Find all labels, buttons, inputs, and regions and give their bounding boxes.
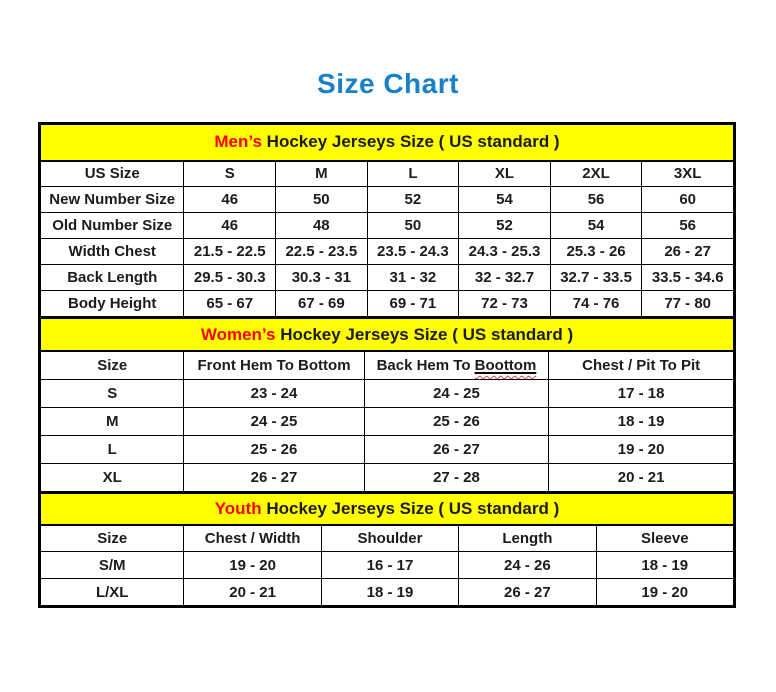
column-header: XL bbox=[459, 161, 551, 187]
row-label: Old Number Size bbox=[41, 213, 184, 239]
womens-banner-text: Hockey Jerseys Size ( US standard ) bbox=[280, 324, 574, 344]
column-header: Size bbox=[41, 525, 184, 552]
table-row bbox=[41, 435, 734, 463]
size-value-cell: 26 - 27 bbox=[642, 239, 734, 265]
table-row bbox=[41, 463, 734, 491]
size-value-cell: 56 bbox=[550, 187, 642, 213]
youth-banner bbox=[41, 493, 734, 525]
size-value-cell: 46 bbox=[184, 187, 276, 213]
row-label: L bbox=[41, 435, 184, 463]
size-value-cell: 60 bbox=[642, 187, 734, 213]
womens-banner-highlight: Women’s bbox=[200, 324, 276, 344]
size-value-cell: 20 - 21 bbox=[184, 579, 321, 606]
size-value-cell: 56 bbox=[642, 213, 734, 239]
size-value-cell: 19 - 20 bbox=[549, 435, 734, 463]
youth-banner-row bbox=[41, 493, 734, 525]
womens-header-row bbox=[41, 351, 734, 379]
size-value-cell: 25 - 26 bbox=[364, 407, 549, 435]
row-label: S/M bbox=[41, 552, 184, 579]
size-value-cell: 54 bbox=[550, 213, 642, 239]
spellcheck-squiggle bbox=[475, 357, 537, 374]
size-value-cell: 19 - 20 bbox=[596, 579, 733, 606]
mens-banner-highlight: Men’s bbox=[214, 132, 262, 152]
mens-banner-row bbox=[41, 125, 734, 161]
size-value-cell: 52 bbox=[459, 213, 551, 239]
column-header: 3XL bbox=[642, 161, 734, 187]
mens-header-row bbox=[41, 161, 734, 187]
column-header: Chest / Width bbox=[184, 525, 321, 552]
size-value-cell: 77 - 80 bbox=[642, 291, 734, 317]
size-value-cell: 26 - 27 bbox=[364, 435, 549, 463]
column-header: L bbox=[367, 161, 459, 187]
table-row bbox=[41, 213, 734, 239]
youth-banner-highlight: Youth bbox=[214, 498, 262, 518]
womens-size-table bbox=[40, 317, 734, 492]
womens-banner-row bbox=[41, 318, 734, 351]
size-value-cell: 23 - 24 bbox=[184, 379, 364, 407]
size-value-cell: 24.3 - 25.3 bbox=[459, 239, 551, 265]
column-header: Chest / Pit To Pit bbox=[549, 351, 734, 379]
size-value-cell: 54 bbox=[459, 187, 551, 213]
table-row bbox=[41, 265, 734, 291]
mens-size-table bbox=[40, 124, 734, 317]
size-value-cell: 24 - 25 bbox=[184, 407, 364, 435]
size-value-cell: 27 - 28 bbox=[364, 463, 549, 491]
size-value-cell: 16 - 17 bbox=[321, 552, 458, 579]
column-header: S bbox=[184, 161, 276, 187]
size-value-cell: 25 - 26 bbox=[184, 435, 364, 463]
size-value-cell: 25.3 - 26 bbox=[550, 239, 642, 265]
table-row bbox=[41, 239, 734, 265]
table-row bbox=[41, 579, 734, 606]
row-label: S bbox=[41, 379, 184, 407]
size-value-cell: 65 - 67 bbox=[184, 291, 276, 317]
size-value-cell: 24 - 26 bbox=[459, 552, 596, 579]
page-title: Size Chart bbox=[317, 68, 459, 99]
size-value-cell: 19 - 20 bbox=[184, 552, 321, 579]
size-value-cell: 50 bbox=[367, 213, 459, 239]
row-label: Body Height bbox=[41, 291, 184, 317]
misspelled-word: Boottom bbox=[474, 356, 537, 374]
womens-banner bbox=[41, 318, 734, 351]
size-value-cell: 72 - 73 bbox=[459, 291, 551, 317]
youth-banner-text: Hockey Jerseys Size ( US standard ) bbox=[266, 498, 560, 518]
mens-banner-text: Hockey Jerseys Size ( US standard ) bbox=[266, 132, 560, 152]
size-value-cell: 48 bbox=[276, 213, 368, 239]
column-header: Shoulder bbox=[321, 525, 458, 552]
size-value-cell: 26 - 27 bbox=[184, 463, 364, 491]
size-value-cell: 18 - 19 bbox=[321, 579, 458, 606]
row-label: XL bbox=[41, 463, 184, 491]
size-value-cell: 22.5 - 23.5 bbox=[276, 239, 368, 265]
youth-header-row bbox=[41, 525, 734, 552]
size-value-cell: 18 - 19 bbox=[596, 552, 733, 579]
size-value-cell: 74 - 76 bbox=[550, 291, 642, 317]
size-value-cell: 21.5 - 22.5 bbox=[184, 239, 276, 265]
column-header: 2XL bbox=[550, 161, 642, 187]
column-header: Size bbox=[41, 351, 184, 379]
size-value-cell: 26 - 27 bbox=[459, 579, 596, 606]
mens-banner bbox=[41, 125, 734, 161]
table-row bbox=[41, 187, 734, 213]
column-header-prefix: Back Hem To bbox=[376, 356, 471, 374]
row-label: Width Chest bbox=[41, 239, 184, 265]
size-value-cell: 31 - 32 bbox=[367, 265, 459, 291]
row-label: Back Length bbox=[41, 265, 184, 291]
size-value-cell: 33.5 - 34.6 bbox=[642, 265, 734, 291]
size-value-cell: 46 bbox=[184, 213, 276, 239]
size-value-cell: 32.7 - 33.5 bbox=[550, 265, 642, 291]
column-header: US Size bbox=[41, 161, 184, 187]
size-value-cell: 69 - 71 bbox=[367, 291, 459, 317]
size-value-cell: 20 - 21 bbox=[549, 463, 734, 491]
row-label: L/XL bbox=[41, 579, 184, 606]
column-header-misspelled bbox=[364, 351, 549, 379]
size-value-cell: 24 - 25 bbox=[364, 379, 549, 407]
column-header: Length bbox=[459, 525, 596, 552]
table-row bbox=[41, 379, 734, 407]
size-value-cell: 30.3 - 31 bbox=[276, 265, 368, 291]
size-value-cell: 23.5 - 24.3 bbox=[367, 239, 459, 265]
column-header: M bbox=[276, 161, 368, 187]
youth-size-table bbox=[40, 492, 734, 607]
table-row bbox=[41, 407, 734, 435]
column-header: Front Hem To Bottom bbox=[184, 351, 364, 379]
size-value-cell: 18 - 19 bbox=[549, 407, 734, 435]
size-chart bbox=[38, 122, 736, 608]
size-value-cell: 29.5 - 30.3 bbox=[184, 265, 276, 291]
size-value-cell: 32 - 32.7 bbox=[459, 265, 551, 291]
row-label: M bbox=[41, 407, 184, 435]
size-value-cell: 17 - 18 bbox=[549, 379, 734, 407]
size-value-cell: 67 - 69 bbox=[276, 291, 368, 317]
table-row bbox=[41, 552, 734, 579]
table-row bbox=[41, 291, 734, 317]
size-value-cell: 50 bbox=[276, 187, 368, 213]
row-label: New Number Size bbox=[41, 187, 184, 213]
column-header: Sleeve bbox=[596, 525, 733, 552]
size-value-cell: 52 bbox=[367, 187, 459, 213]
